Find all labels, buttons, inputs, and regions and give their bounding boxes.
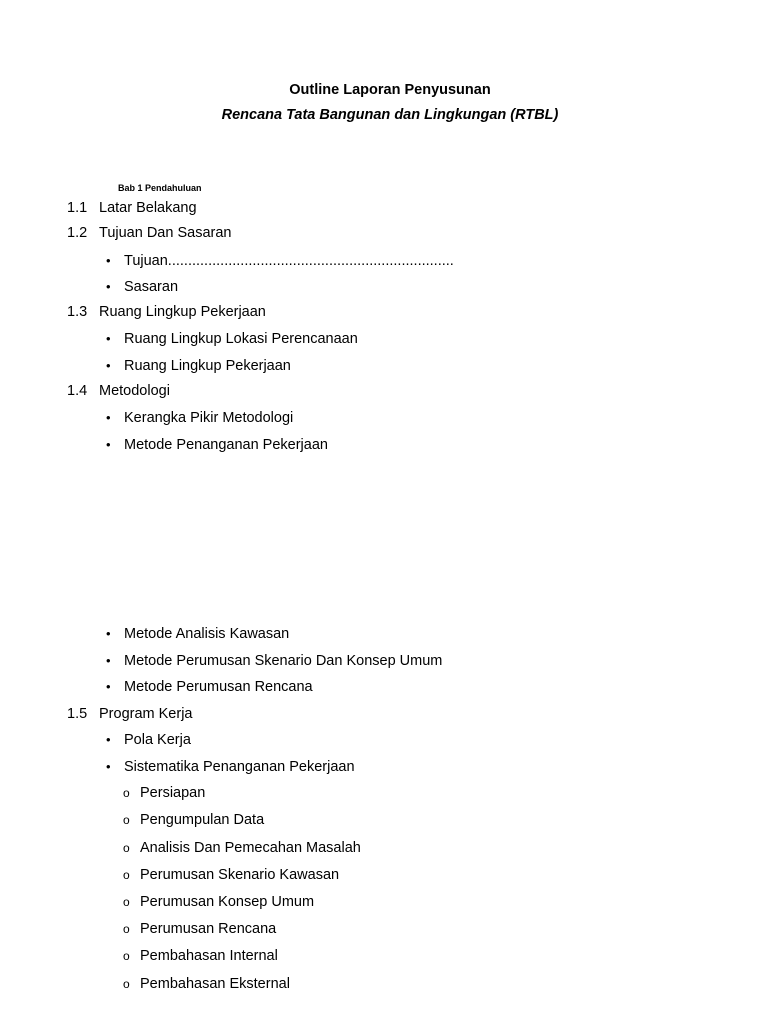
- sub-list-item-label: Pembahasan Internal: [140, 948, 278, 964]
- list-item-label: Tujuan.......................................................................: [124, 253, 454, 269]
- list-item-label: Metode Perumusan Rencana: [124, 679, 313, 695]
- circle-bullet-icon: o: [123, 841, 130, 855]
- section-label: Latar Belakang: [99, 200, 197, 216]
- bullet-icon: •: [106, 279, 111, 294]
- list-item-label: Ruang Lingkup Pekerjaan: [124, 358, 291, 374]
- sub-list-item-label: Perumusan Skenario Kawasan: [140, 867, 340, 883]
- list-item-label: Metode Perumusan Skenario Dan Konsep Umum: [124, 653, 443, 669]
- sub-list-item-label: Persiapan: [140, 785, 206, 801]
- section-label: Program Kerja: [99, 706, 193, 722]
- list-item-label: Ruang Lingkup Lokasi Perencanaan: [124, 331, 358, 347]
- bullet-icon: •: [106, 759, 111, 774]
- section-number: 1.4: [67, 383, 88, 399]
- bullet-icon: •: [106, 437, 111, 452]
- sub-list-item-label: Pengumpulan Data: [140, 812, 265, 828]
- sub-list-item-label: Analisis Dan Pemecahan Masalah: [140, 840, 361, 856]
- section-number: 1.5: [67, 706, 88, 722]
- bullet-icon: •: [106, 358, 111, 373]
- list-item-label: Metode Penanganan Pekerjaan: [124, 437, 328, 453]
- circle-bullet-icon: o: [123, 868, 130, 882]
- bullet-icon: •: [106, 410, 111, 425]
- list-item-label: Pola Kerja: [124, 732, 191, 748]
- circle-bullet-icon: o: [123, 813, 130, 827]
- bullet-icon: •: [106, 679, 111, 694]
- bullet-icon: •: [106, 732, 111, 747]
- section-number: 1.3: [67, 304, 88, 320]
- bullet-icon: •: [106, 626, 111, 641]
- sub-list-item-label: Pembahasan Eksternal: [140, 976, 290, 992]
- section-number: 1.1: [67, 200, 88, 216]
- section-number: 1.2: [67, 225, 88, 241]
- list-item-label: Sistematika Penanganan Pekerjaan: [124, 759, 355, 775]
- list-item-label: Sasaran: [124, 279, 179, 295]
- sub-list-item-label: Perumusan Rencana: [140, 921, 277, 937]
- list-item-label: Kerangka Pikir Metodologi: [124, 410, 294, 426]
- bullet-icon: •: [106, 653, 111, 668]
- bullet-icon: •: [106, 331, 111, 346]
- document-subtitle: Rencana Tata Bangunan dan Lingkungan (RTBL): [221, 107, 559, 123]
- circle-bullet-icon: o: [123, 786, 130, 800]
- chapter-heading: Bab 1 Pendahuluan: [118, 183, 202, 193]
- circle-bullet-icon: o: [123, 977, 130, 991]
- document-title: Outline Laporan Penyusunan: [289, 82, 491, 98]
- sub-list-item-label: Perumusan Konsep Umum: [140, 894, 315, 910]
- section-label: Tujuan Dan Sasaran: [99, 225, 232, 241]
- circle-bullet-icon: o: [123, 949, 130, 963]
- circle-bullet-icon: o: [123, 895, 130, 909]
- bullet-icon: •: [106, 253, 111, 268]
- section-label: Ruang Lingkup Pekerjaan: [99, 304, 266, 320]
- section-label: Metodologi: [99, 383, 170, 399]
- circle-bullet-icon: o: [123, 922, 130, 936]
- list-item-label: Metode Analisis Kawasan: [124, 626, 290, 642]
